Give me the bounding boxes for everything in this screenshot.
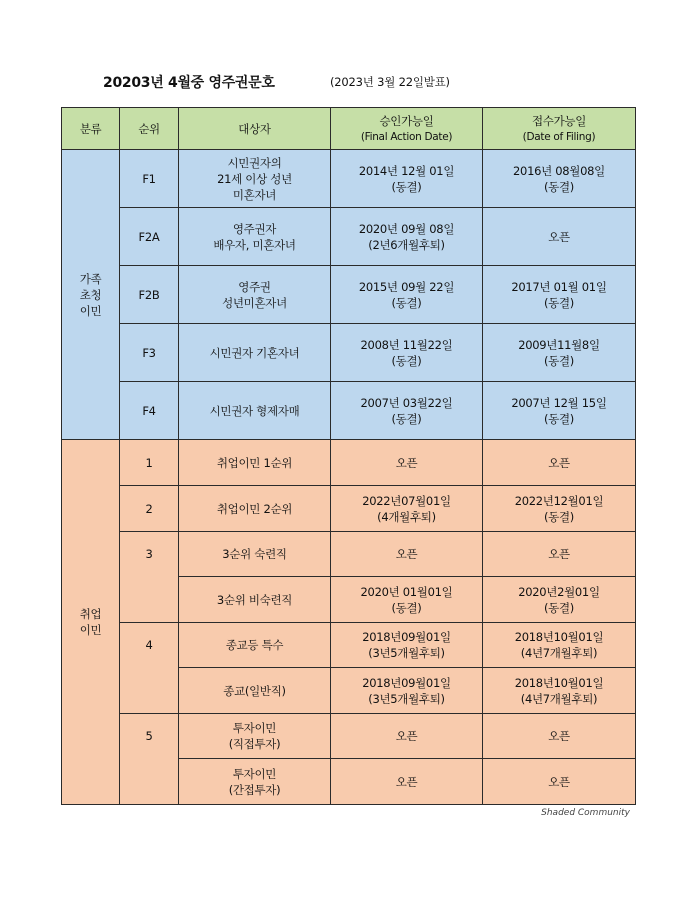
filing-cell: 2020년2월01일 (동결) [483, 577, 636, 623]
target-cell: 종교(일반직) [179, 668, 331, 714]
target-cell: 취업이민 1순위 [179, 440, 331, 486]
page-title: 20203년 4월중 영주권문호 [103, 75, 275, 91]
rank-cell: F4 [120, 382, 179, 440]
table-row [62, 324, 636, 382]
category-employment: 취업 이민 [62, 440, 120, 805]
filing-cell: 2016년 08월08일 (동결) [483, 150, 636, 208]
final-action-cell: 2015년 09월 22일 (동결) [331, 266, 483, 324]
rank-cell: 2 [120, 486, 179, 532]
table-row [62, 623, 636, 668]
target-cell: 3순위 숙련직 [179, 532, 331, 577]
rank-cell: F2B [120, 266, 179, 324]
header-filing-en: (Date of Filing) [522, 130, 596, 143]
filing-cell: 2007년 12월 15일 (동결) [483, 382, 636, 440]
final-action-cell: 2018년09월01일 (3년5개월후퇴) [331, 623, 483, 668]
table-row [62, 714, 636, 759]
rank-cell: F2A [120, 208, 179, 266]
table-row [62, 382, 636, 440]
header-row [62, 108, 636, 150]
target-cell: 종교등 특수 [179, 623, 331, 668]
target-cell: 시민권자 형제자매 [179, 382, 331, 440]
table-row [62, 440, 636, 486]
header-rank: 순위 [120, 108, 179, 150]
final-action-cell: 2018년09월01일 (3년5개월후퇴) [331, 668, 483, 714]
final-action-cell: 2022년07월01일 (4개월후퇴) [331, 486, 483, 532]
visa-bulletin-table [61, 107, 636, 805]
rank-cell: 3 [120, 532, 179, 623]
target-cell: 시민권자의 21세 이상 성년 미혼자녀 [179, 150, 331, 208]
filing-cell: 오픈 [483, 208, 636, 266]
filing-cell: 2009년11월8일 (동결) [483, 324, 636, 382]
final-action-cell: 2008년 11월22일 (동결) [331, 324, 483, 382]
filing-cell: 2018년10월01일 (4년7개월후퇴) [483, 668, 636, 714]
target-cell: 3순위 비숙련직 [179, 577, 331, 623]
announcement-date: (2023년 3월 22일발표) [330, 75, 450, 89]
filing-cell: 오픈 [483, 714, 636, 759]
rank-cell: F1 [120, 150, 179, 208]
header-filing-label: 접수가능일 [531, 113, 587, 128]
final-action-cell: 2020년 01월01일 (동결) [331, 577, 483, 623]
rank-cell: 5 [120, 714, 179, 805]
filing-cell: 2022년12월01일 (동결) [483, 486, 636, 532]
header-category: 분류 [62, 108, 120, 150]
final-action-cell: 오픈 [331, 714, 483, 759]
filing-cell: 오픈 [483, 440, 636, 486]
final-action-cell: 오픈 [331, 532, 483, 577]
target-cell: 영주권자 배우자, 미혼자녀 [179, 208, 331, 266]
final-action-cell: 2007년 03월22일 (동결) [331, 382, 483, 440]
table-row [62, 150, 636, 208]
final-action-cell: 오픈 [331, 759, 483, 805]
title-row [0, 72, 700, 94]
header-final-action-en: (Final Action Date) [360, 130, 453, 143]
table-row [62, 266, 636, 324]
filing-cell: 오픈 [483, 532, 636, 577]
filing-cell: 오픈 [483, 759, 636, 805]
rank-cell: 1 [120, 440, 179, 486]
target-cell: 취업이민 2순위 [179, 486, 331, 532]
target-cell: 투자이민 (간접투자) [179, 759, 331, 805]
header-filing [483, 108, 636, 150]
category-family: 가족 초청 이민 [62, 150, 120, 440]
target-cell: 투자이민 (직접투자) [179, 714, 331, 759]
rank-cell: 4 [120, 623, 179, 714]
filing-cell: 2017년 01월 01일 (동결) [483, 266, 636, 324]
target-cell: 시민권자 기혼자녀 [179, 324, 331, 382]
table-row [62, 532, 636, 577]
table-row [62, 208, 636, 266]
header-final-action-label: 승인가능일 [379, 113, 434, 128]
table-row [62, 486, 636, 532]
target-cell: 영주권 성년미혼자녀 [179, 266, 331, 324]
final-action-cell: 2014년 12월 01일 (동결) [331, 150, 483, 208]
final-action-cell: 2020년 09월 08일 (2년6개월후퇴) [331, 208, 483, 266]
final-action-cell: 오픈 [331, 440, 483, 486]
filing-cell: 2018년10월01일 (4년7개월후퇴) [483, 623, 636, 668]
footer-credit: Shaded Community [541, 808, 630, 818]
header-final-action [331, 108, 483, 150]
rank-cell: F3 [120, 324, 179, 382]
header-target: 대상자 [179, 108, 331, 150]
